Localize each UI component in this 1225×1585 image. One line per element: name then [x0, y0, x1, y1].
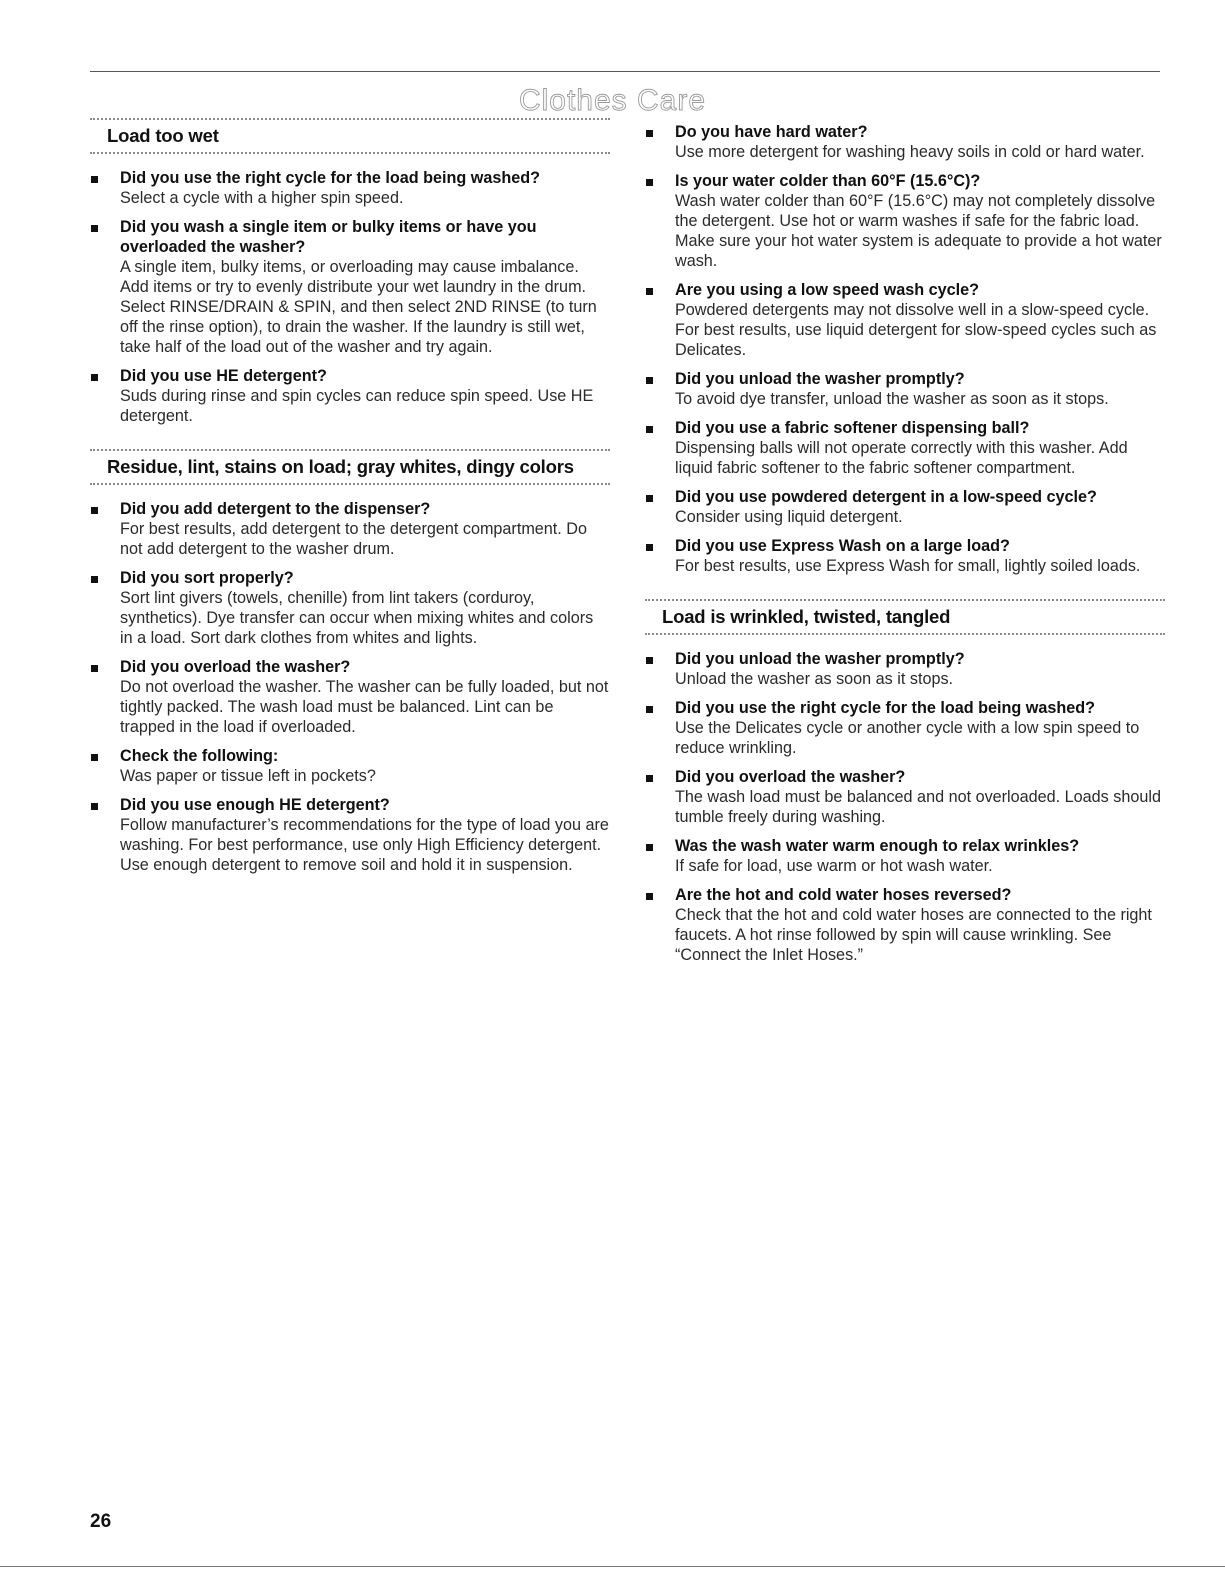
faq-item: [90, 568, 610, 648]
faq-answer: Suds during rinse and spin cycles can reduce spin speed. Use HE detergent.: [120, 387, 594, 425]
square-bullet-icon: [91, 176, 98, 183]
faq-item: [645, 767, 1165, 827]
faq-answer: Sort lint givers (towels, chenille) from lint takers (corduroy, synthetics). Dye transfer can occur when mixing whites and colors in a load. Sort dark clothes from whites and lights.: [120, 589, 594, 647]
faq-answer: Select a cycle with a higher spin speed.: [120, 189, 404, 207]
square-bullet-icon: [646, 179, 653, 186]
square-bullet-icon: [646, 844, 653, 851]
faq-item: [645, 280, 1165, 360]
square-bullet-icon: [91, 225, 98, 232]
square-bullet-icon: [91, 576, 98, 583]
faq-question: Are you using a low speed wash cycle?: [675, 281, 980, 299]
faq-list-continued: [645, 122, 1165, 576]
dotted-divider: [90, 483, 610, 485]
faq-item: [645, 698, 1165, 758]
faq-answer: Dispensing balls will not operate correctly with this washer. Add liquid fabric softener to the fabric softener compartment.: [675, 439, 1128, 477]
faq-question: Did you use Express Wash on a large load?: [675, 537, 1010, 555]
faq-answer: Unload the washer as soon as it stops.: [675, 670, 954, 688]
faq-question: Do you have hard water?: [675, 123, 868, 141]
faq-answer: To avoid dye transfer, unload the washer as soon as it stops.: [675, 390, 1109, 408]
faq-answer: The wash load must be balanced and not overloaded. Loads should tumble freely during washing.: [675, 788, 1161, 826]
section-load-too-wet: [90, 118, 610, 426]
square-bullet-icon: [646, 544, 653, 551]
square-bullet-icon: [646, 495, 653, 502]
faq-item: [90, 657, 610, 737]
faq-question: Did you wash a single item or bulky items or have you overloaded the washer?: [120, 218, 537, 256]
faq-answer: Check that the hot and cold water hoses are connected to the right faucets. A hot rinse followed by spin will cause wrinkling. See “Connect the Inlet Hoses.”: [675, 906, 1152, 964]
faq-question: Did you use a fabric softener dispensing ball?: [675, 419, 1030, 437]
faq-item: [90, 168, 610, 208]
section-load-wrinkled: [645, 599, 1165, 965]
faq-question: Did you use the right cycle for the load being washed?: [120, 169, 541, 187]
square-bullet-icon: [91, 803, 98, 810]
square-bullet-icon: [646, 775, 653, 782]
faq-answer: Consider using liquid detergent.: [675, 508, 903, 526]
faq-answer: Powdered detergents may not dissolve well in a slow-speed cycle. For best results, use liquid detergent for slow-speed cycles such as Delicates.: [675, 301, 1157, 359]
square-bullet-icon: [91, 374, 98, 381]
faq-item: [90, 499, 610, 559]
faq-item: [90, 366, 610, 426]
section-heading: Load is wrinkled, twisted, tangled: [662, 606, 951, 627]
faq-list: [645, 649, 1165, 965]
faq-question: Are the hot and cold water hoses reversed?: [675, 886, 1012, 904]
faq-question: Was the wash water warm enough to relax wrinkles?: [675, 837, 1080, 855]
square-bullet-icon: [646, 426, 653, 433]
square-bullet-icon: [646, 706, 653, 713]
faq-answer: Wash water colder than 60°F (15.6°C) may not completely dissolve the detergent. Use hot or warm washes if safe for the fabric load. Make sure your hot water system is adequate to provide a hot water wash.: [675, 192, 1162, 270]
faq-answer: For best results, use Express Wash for small, lightly soiled loads.: [675, 557, 1141, 575]
page-number: 26: [90, 1511, 112, 1532]
dotted-divider: [90, 152, 610, 154]
square-bullet-icon: [646, 657, 653, 664]
dotted-divider: [645, 633, 1165, 635]
faq-item: [645, 418, 1165, 478]
faq-item: [645, 487, 1165, 527]
faq-item: [645, 836, 1165, 876]
faq-answer: A single item, bulky items, or overloading may cause imbalance. Add items or try to evenly distribute your wet laundry in the drum. Select RINSE/DRAIN & SPIN, and then select 2ND RINSE (to turn off the rinse option), to drain the washer. If the laundry is still wet, take half of the load out of the washer and try again.: [120, 258, 597, 356]
faq-item: [90, 217, 610, 357]
faq-answer: Use the Delicates cycle or another cycle with a low spin speed to reduce wrinkling.: [675, 719, 1140, 757]
section-residue-lint-stains: [90, 449, 610, 875]
square-bullet-icon: [646, 893, 653, 900]
faq-answer: Do not overload the washer. The washer can be fully loaded, but not tightly packed. The wash load must be balanced. Lint can be trapped in the load if overloaded.: [120, 678, 609, 736]
faq-question: Did you use the right cycle for the load being washed?: [675, 699, 1096, 717]
faq-item: [645, 885, 1165, 965]
faq-item: [645, 536, 1165, 576]
square-bullet-icon: [646, 288, 653, 295]
square-bullet-icon: [91, 665, 98, 672]
faq-answer: If safe for load, use warm or hot wash water.: [675, 857, 993, 875]
faq-item: [90, 746, 610, 786]
faq-question: Did you overload the washer?: [675, 768, 906, 786]
faq-question: Did you unload the washer promptly?: [675, 370, 965, 388]
faq-list: [90, 499, 610, 875]
dotted-divider: [645, 599, 1165, 601]
page-title: Clothes Care: [518, 84, 707, 117]
faq-item: [90, 795, 610, 875]
faq-item: [645, 369, 1165, 409]
faq-question: Did you overload the washer?: [120, 658, 351, 676]
bottom-rule: [0, 1566, 1225, 1567]
section-heading: Load too wet: [107, 125, 219, 146]
faq-question: Did you use enough HE detergent?: [120, 796, 390, 814]
square-bullet-icon: [91, 754, 98, 761]
faq-item: [645, 122, 1165, 162]
section-heading: Residue, lint, stains on load; gray whites, dingy colors: [107, 456, 574, 477]
square-bullet-icon: [646, 377, 653, 384]
faq-answer: Follow manufacturer’s recommendations for the type of load you are washing. For best performance, use only High Efficiency detergent. Use enough detergent to remove soil and hold it in suspension.: [120, 816, 609, 874]
faq-question: Did you unload the washer promptly?: [675, 650, 965, 668]
top-rule: [90, 71, 1160, 72]
faq-question: Check the following:: [120, 747, 279, 765]
right-column: [645, 118, 1165, 974]
dotted-divider: [90, 449, 610, 451]
faq-item: [645, 171, 1165, 271]
square-bullet-icon: [646, 130, 653, 137]
faq-answer: For best results, add detergent to the detergent compartment. Do not add detergent to the washer drum.: [120, 520, 587, 558]
faq-question: Did you use powdered detergent in a low-speed cycle?: [675, 488, 1097, 506]
faq-list: [90, 168, 610, 426]
faq-question: Did you add detergent to the dispenser?: [120, 500, 431, 518]
faq-question: Is your water colder than 60°F (15.6°C)?: [675, 172, 981, 190]
faq-question: Did you use HE detergent?: [120, 367, 327, 385]
square-bullet-icon: [91, 507, 98, 514]
dotted-divider: [90, 118, 610, 120]
faq-answer: Use more detergent for washing heavy soils in cold or hard water.: [675, 143, 1145, 161]
faq-answer: Was paper or tissue left in pockets?: [120, 767, 376, 785]
faq-question: Did you sort properly?: [120, 569, 294, 587]
faq-item: [645, 649, 1165, 689]
left-column: [90, 118, 610, 884]
